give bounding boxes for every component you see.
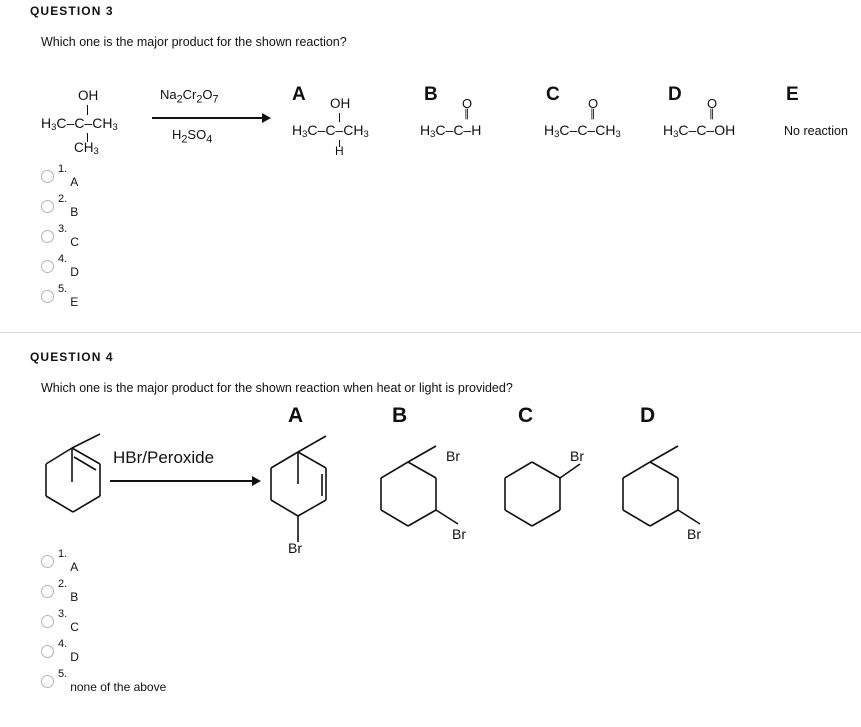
option-row-5[interactable]	[41, 281, 79, 311]
radio-q4-4[interactable]	[41, 645, 54, 658]
reactant-top-label: OH	[78, 88, 99, 103]
choice-c-oxygen-label: O	[588, 96, 599, 111]
option-label: A	[70, 560, 79, 574]
choice-d-main-line: $H_3C-C-OH$	[663, 122, 736, 141]
option-row-2[interactable]	[41, 576, 166, 606]
option-number: 4.	[58, 253, 68, 265]
option-label: C	[70, 235, 79, 249]
question-3-block	[0, 4, 861, 309]
reaction-arrow-head-q4	[252, 476, 261, 486]
question-3-reaction-scheme	[0, 74, 861, 158]
option-number: 5.	[58, 283, 68, 295]
question-3-prompt: Which one is the major product for the shown reaction?	[41, 35, 347, 49]
reactant-bottom-label: $CH_3$	[74, 140, 99, 158]
radio-q3-5[interactable]	[41, 290, 54, 303]
choice-d-br-label: Br	[687, 526, 701, 542]
choice-b-oxygen-label: O	[462, 96, 473, 111]
reagent-bottom-label: $H_2SO_4$	[172, 127, 213, 146]
question-4-prompt: Which one is the major product for the shown reaction when heat or light is provided?	[41, 381, 513, 395]
option-number: 1.	[58, 163, 68, 175]
option-row-2[interactable]	[41, 191, 79, 221]
section-divider	[0, 332, 861, 333]
option-label: C	[70, 620, 79, 634]
option-label: E	[70, 295, 79, 309]
option-number: 4.	[58, 638, 68, 650]
question-4-options	[41, 546, 166, 696]
choice-d-double-bond: ∥	[709, 108, 715, 120]
reaction-arrow-head	[262, 113, 271, 123]
radio-q3-3[interactable]	[41, 230, 54, 243]
option-row-1[interactable]	[41, 546, 166, 576]
choice-b-br-label-top: Br	[446, 448, 460, 464]
option-row-3[interactable]	[41, 221, 79, 251]
choice-c-letter: C	[546, 84, 560, 105]
choice-d-letter-q4: D	[640, 404, 656, 427]
radio-q4-1[interactable]	[41, 555, 54, 568]
option-row-4[interactable]	[41, 636, 166, 666]
question-4-reaction-scheme	[0, 404, 861, 556]
choice-d-letter: D	[668, 84, 682, 105]
choice-c-br-label: Br	[570, 448, 584, 464]
choice-a-br-label: Br	[288, 540, 302, 556]
option-row-1[interactable]	[41, 161, 79, 191]
radio-q3-4[interactable]	[41, 260, 54, 273]
choice-c-double-bond: ∥	[590, 108, 596, 120]
question-4-block	[0, 350, 861, 694]
option-label: D	[70, 265, 79, 279]
reactant-structure-methylcyclohexene	[42, 412, 152, 532]
choice-a-top-label: OH	[330, 96, 351, 111]
option-label: none of the above	[70, 680, 167, 694]
option-number: 3.	[58, 223, 68, 235]
question-3-header: QUESTION 3	[30, 4, 114, 18]
option-number: 1.	[58, 548, 68, 560]
option-row-3[interactable]	[41, 606, 166, 636]
choice-d-structure	[620, 434, 740, 544]
option-label: A	[70, 175, 79, 189]
radio-q4-3[interactable]	[41, 615, 54, 628]
question-4-header: QUESTION 4	[30, 350, 114, 364]
option-number: 2.	[58, 578, 68, 590]
reagent-top-label: $Na_2Cr_2O_7$	[160, 87, 219, 106]
choice-b-main-line: $H_3C-C-H$	[420, 122, 482, 141]
choice-a-letter: A	[292, 84, 306, 105]
choice-e-main-line: No reaction	[784, 124, 848, 138]
choice-a-bottom-label: H	[335, 144, 344, 158]
option-label: B	[70, 590, 79, 604]
option-row-5[interactable]	[41, 666, 166, 696]
reaction-arrow-line-q4	[110, 480, 255, 482]
choice-b-br-label-bottom: Br	[452, 526, 466, 542]
choice-c-structure	[502, 434, 612, 544]
choice-a-structure	[268, 430, 378, 550]
option-number: 5.	[58, 668, 68, 680]
option-label: B	[70, 205, 79, 219]
choice-b-letter-q4: B	[392, 404, 408, 427]
choice-b-letter: B	[424, 84, 438, 105]
reactant-main-line: $H_3C-C-CH_3$	[41, 115, 118, 134]
choice-d-oxygen-label: O	[707, 96, 718, 111]
choice-e-letter: E	[786, 84, 799, 105]
choice-c-letter-q4: C	[518, 404, 534, 427]
reaction-arrow-line	[152, 117, 264, 119]
question-3-options	[41, 161, 79, 311]
choice-b-structure	[378, 434, 498, 544]
radio-q3-2[interactable]	[41, 200, 54, 213]
option-number: 2.	[58, 193, 68, 205]
radio-q4-2[interactable]	[41, 585, 54, 598]
choice-b-double-bond: ∥	[464, 108, 470, 120]
choice-c-main-line: $H_3C-C-CH_3$	[544, 122, 621, 141]
choice-a-main-line: $H_3C-C-CH_3$	[292, 122, 369, 141]
choice-a-letter-q4: A	[288, 404, 304, 427]
reagent-hbr-peroxide-label: HBr/Peroxide	[113, 448, 215, 467]
radio-q3-1[interactable]	[41, 170, 54, 183]
option-row-4[interactable]	[41, 251, 79, 281]
option-label: D	[70, 650, 79, 664]
radio-q4-5[interactable]	[41, 675, 54, 688]
choice-a-top-bond	[339, 113, 340, 122]
reactant-top-bond	[87, 105, 88, 115]
option-number: 3.	[58, 608, 68, 620]
